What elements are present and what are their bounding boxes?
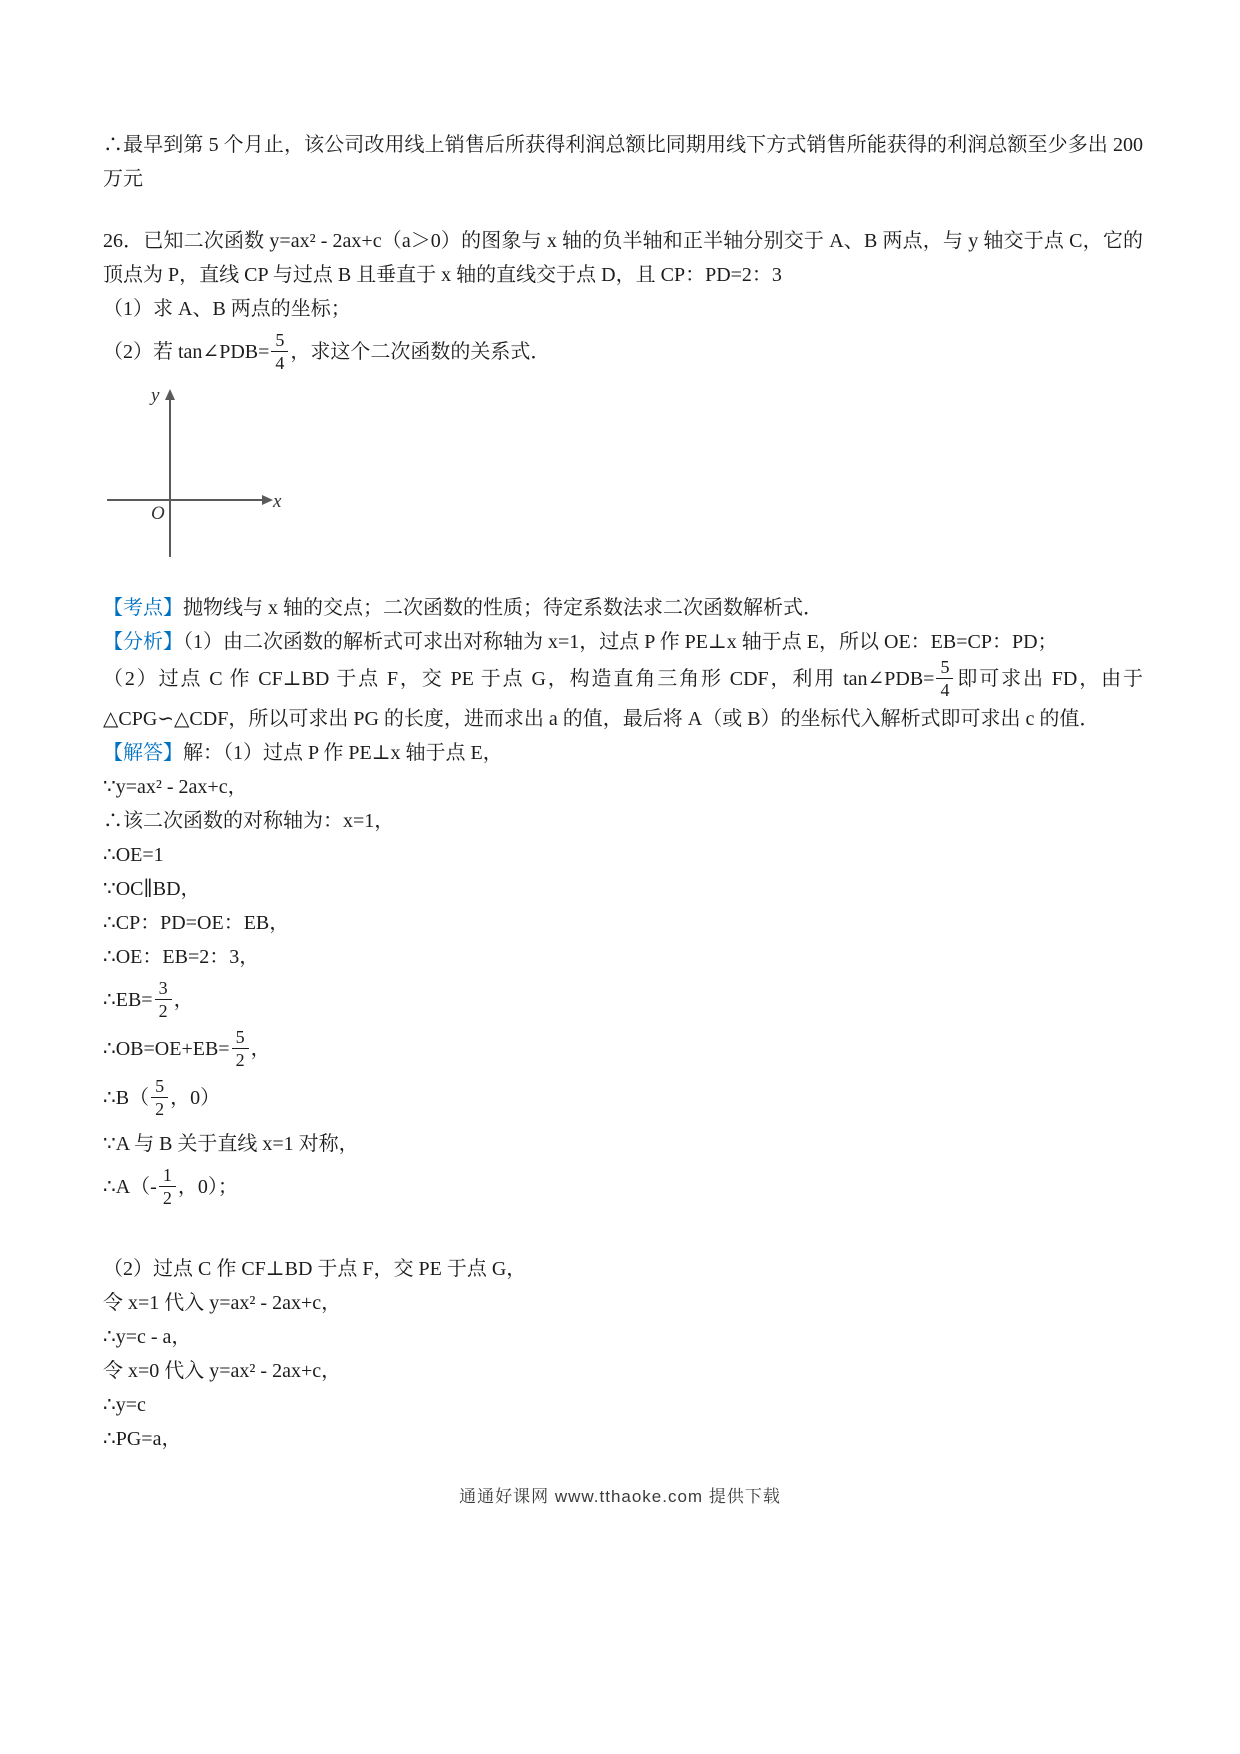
fenxi-section-part2 <box>103 659 1143 736</box>
fenxi-label: 【分析】 <box>103 631 183 653</box>
solution-step <box>103 980 1143 1023</box>
step-text: ∴y=c <box>103 1394 146 1416</box>
coordinate-axes-figure <box>107 385 317 575</box>
document-content <box>103 128 1143 1456</box>
step-text: ∴CP：PD=OE：EB， <box>103 912 290 934</box>
fraction-numerator: 5 <box>232 1027 249 1049</box>
solution-step <box>103 1422 1143 1456</box>
solution-step <box>103 838 1143 872</box>
step-text: 令 x=1 代入 y=ax² - 2ax+c， <box>103 1292 342 1314</box>
fraction-denominator: 4 <box>275 353 285 373</box>
solution-step <box>103 1388 1143 1422</box>
solution-step <box>103 804 1143 838</box>
origin-label: O <box>151 503 165 524</box>
solution-step <box>103 1354 1143 1388</box>
kaodian-text: 抛物线与 x 轴的交点；二次函数的性质；待定系数法求二次函数解析式． <box>183 597 823 619</box>
step-text: ∴B（ <box>103 1087 150 1110</box>
step-text: ∴该二次函数的对称轴为：x=1， <box>103 810 395 832</box>
x-axis-label: x <box>273 491 282 512</box>
jieda-intro-text: 解：（1）过点 P 作 PE⊥x 轴于点 E， <box>183 742 503 764</box>
fraction <box>936 657 953 700</box>
fraction-numerator: 1 <box>159 1165 176 1187</box>
fraction-denominator: 4 <box>940 680 950 700</box>
solution-step <box>103 872 1143 906</box>
fraction-denominator: 2 <box>158 1001 168 1021</box>
fenxi-part2-post: 即可求出 FD，由于△CPG∽△CDF，所以可求出 PG 的长度，进而求出 a 的值，最后将 A（或 B）的坐标代入解析式即可求出 c 的值． <box>103 668 1143 730</box>
solution-step <box>103 1167 1143 1210</box>
jieda-section-intro <box>103 736 1143 770</box>
problem-statement: 26．已知二次函数 y=ax² - 2ax+c（a＞0）的图象与 x 轴的负半轴和正半轴分别交于 A、B 两点，与 y 轴交于点 C，它的顶点为 P，直线 CP 与过点 B 且垂直于 x 轴的直线交于点 D，且 CP：PD=2：3 <box>103 230 1143 286</box>
fenxi-section-part1 <box>103 625 1143 659</box>
kaodian-section <box>103 591 1143 625</box>
conclusion-paragraph: ∴最早到第 5 个月止，该公司改用线上销售后所获得利润总额比同期用线下方式销售所能获得的利润总额至少多出 200 万元 <box>103 134 1143 190</box>
step-text: 令 x=0 代入 y=ax² - 2ax+c， <box>103 1360 342 1382</box>
part2-text-post: ，求这个二次函数的关系式． <box>290 341 551 364</box>
step-text: ∴OB=OE+EB= <box>103 1038 230 1061</box>
fraction <box>155 978 172 1021</box>
fraction <box>151 1076 168 1119</box>
fraction <box>232 1027 249 1070</box>
solution-step <box>103 906 1143 940</box>
solution-step <box>103 1320 1143 1354</box>
step-text: ∵A 与 B 关于直线 x=1 对称， <box>103 1133 359 1155</box>
fraction-numerator: 3 <box>155 978 172 1000</box>
step-text: ， <box>173 989 194 1012</box>
fraction-denominator: 2 <box>235 1050 245 1070</box>
fraction <box>271 330 288 373</box>
step-text: ，0） <box>170 1087 221 1110</box>
x-axis-arrowhead-icon <box>262 495 273 505</box>
step-text: ∴A（- <box>103 1176 157 1199</box>
fraction-numerator: 5 <box>936 657 953 679</box>
jieda-label: 【解答】 <box>103 742 183 764</box>
step-text: ，0）； <box>177 1176 238 1199</box>
solution-step <box>103 770 1143 804</box>
kaodian-label: 【考点】 <box>103 597 183 619</box>
solution-step <box>103 1078 1143 1121</box>
solution-step <box>103 1127 1143 1161</box>
solution-step <box>103 1286 1143 1320</box>
fraction-denominator: 2 <box>155 1099 165 1119</box>
step-text: ∴OE：EB=2：3， <box>103 946 260 968</box>
solution-step <box>103 1252 1143 1286</box>
step-text: ∴y=c - a， <box>103 1326 192 1348</box>
y-axis-label: y <box>151 385 160 406</box>
step-text: ∴PG=a， <box>103 1428 182 1450</box>
step-text: （2）过点 C 作 CF⊥BD 于点 F，交 PE 于点 G， <box>103 1258 527 1280</box>
fenxi-part2-pre: （2）过点 C 作 CF⊥BD 于点 F，交 PE 于点 G，构造直角三角形 CDF，利用 tan∠PDB= <box>103 668 935 691</box>
problem-part1: （1）求 A、B 两点的坐标； <box>103 298 351 320</box>
part2-text-pre: （2）若 tan∠PDB= <box>103 341 270 364</box>
solution-step <box>103 940 1143 974</box>
step-text: ∴EB= <box>103 989 153 1012</box>
page-footer: 通通好课网 www.tthaoke.com 提供下载 <box>459 1487 781 1506</box>
step-text: ∴OE=1 <box>103 844 164 866</box>
solution-step <box>103 1029 1143 1072</box>
x-axis-line <box>107 499 265 501</box>
fraction-numerator: 5 <box>271 330 288 352</box>
fraction <box>159 1165 176 1208</box>
step-text: ∵OC∥BD， <box>103 878 201 900</box>
step-text: ， <box>250 1038 271 1061</box>
fraction-numerator: 5 <box>151 1076 168 1098</box>
step-text: ∵y=ax² - 2ax+c， <box>103 776 248 798</box>
fenxi-part1-text: （1）由二次函数的解析式可求出对称轴为 x=1，过点 P 作 PE⊥x 轴于点 E，所以 OE：EB=CP：PD； <box>183 631 1058 653</box>
problem-part2 <box>103 332 1143 375</box>
y-axis-line <box>169 399 171 557</box>
fraction-denominator: 2 <box>162 1188 172 1208</box>
